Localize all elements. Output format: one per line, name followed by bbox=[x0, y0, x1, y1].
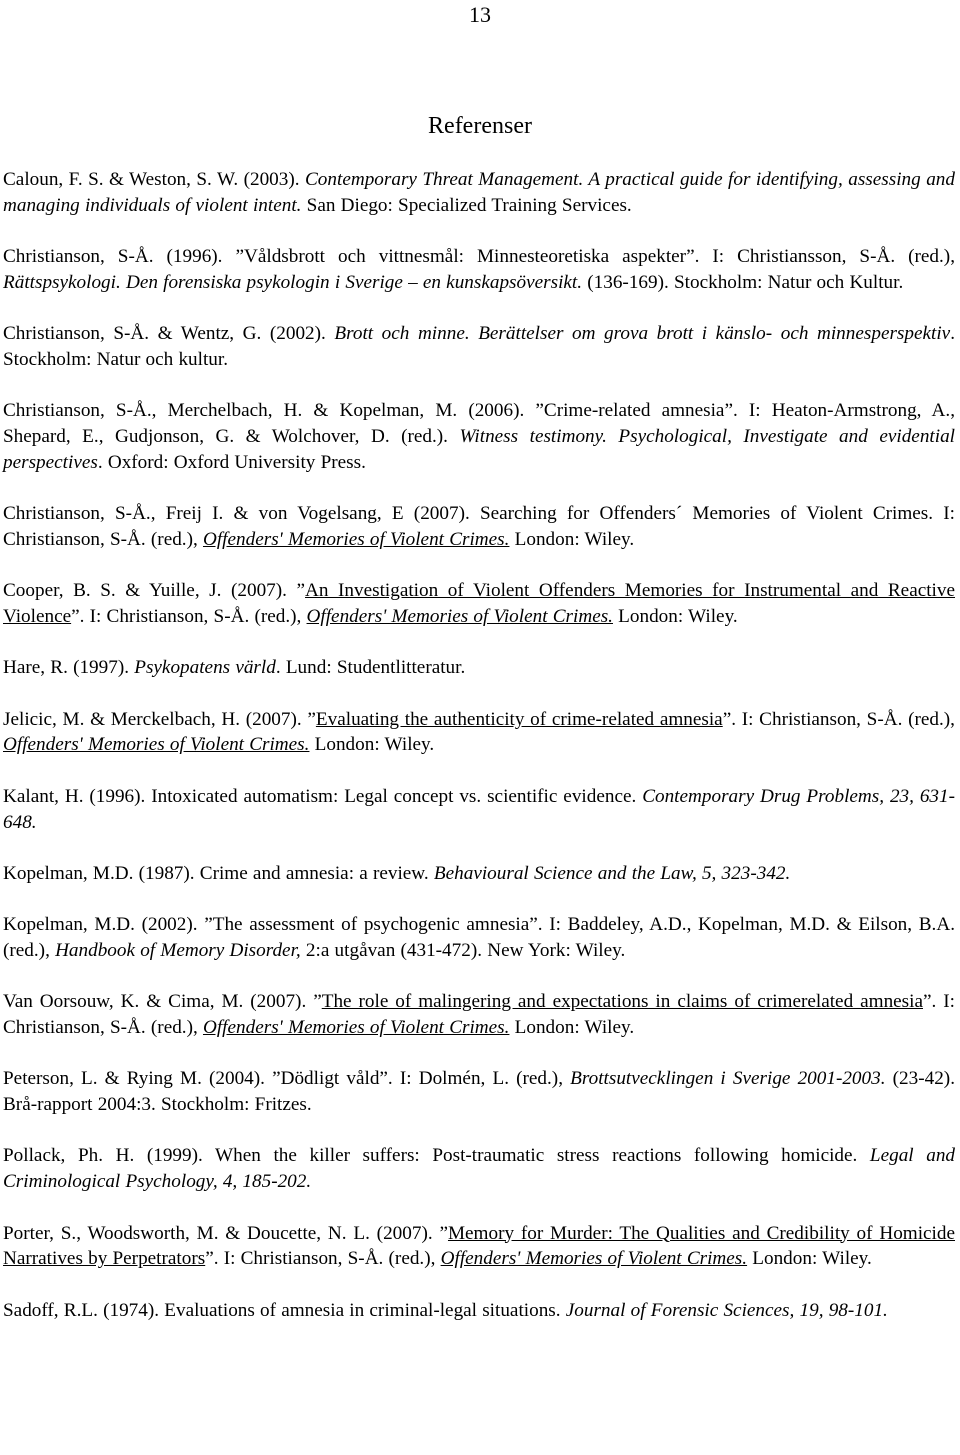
reference-text: Van Oorsouw, K. & Cima, M. (2007). ” bbox=[3, 991, 322, 1013]
reference-text: The role of malingering and expectations in claims of crimerelated amnesia bbox=[321, 991, 923, 1013]
reference-text: ”. I: Christianson, S-Å. (red.), bbox=[205, 1248, 441, 1270]
reference-text: Offenders' Memories of Violent Crimes. bbox=[440, 1248, 748, 1270]
reference-text: (136-169). Stockholm: Natur och Kultur. bbox=[582, 271, 904, 293]
reference-entry bbox=[3, 1066, 955, 1118]
reference-text: Christianson, S-Å. & Wentz, G. (2002). bbox=[3, 323, 335, 345]
reference-entry bbox=[3, 501, 955, 553]
reference-text: Kopelman, M.D. (2002). ”The assessment of psychogenic amnesia”. I: Baddeley, A.D., Kopelman, M.D. & Eilson, B.A. (red.), bbox=[3, 914, 955, 961]
reference-text: London: Wiley. bbox=[309, 734, 435, 756]
reference-entry bbox=[3, 912, 955, 964]
reference-entry bbox=[3, 1143, 955, 1195]
reference-text: Contemporary Drug Problems, 23, 631-648. bbox=[3, 785, 955, 833]
reference-text: Peterson, L. & Rying M. (2004). ”Dödligt våld”. I: Dolmén, L. (red.), bbox=[3, 1068, 571, 1090]
reference-text: Hare, R. (1997). bbox=[3, 657, 135, 679]
reference-text: London: Wiley. bbox=[509, 1017, 635, 1039]
reference-text: Porter, S., Woodsworth, M. & Doucette, N. L. (2007). ” bbox=[3, 1222, 448, 1244]
reference-entry bbox=[3, 1221, 955, 1273]
reference-text: Handbook of Memory Disorder, bbox=[55, 939, 301, 961]
reference-text: Christianson, S-Å., Merchelbach, H. & Kopelman, M. (2006). ”Crime-related amnesia”. I: Heaton-Armstrong, A., Shepard, E., Gudjonson, G. & Wolchover, D. (red.). bbox=[3, 400, 955, 448]
reference-text: An Investigation of Violent Offenders Memories for Instrumental and Reactive Violence bbox=[3, 580, 955, 628]
reference-text: Behavioural Science and the Law, 5, 323-342. bbox=[433, 862, 791, 884]
reference-entry bbox=[3, 167, 955, 219]
reference-text: London: Wiley. bbox=[509, 528, 635, 550]
reference-text: Brott och minne. Berättelser om grova brott i känslo- och minnesperspektiv bbox=[334, 323, 951, 345]
reference-text: Caloun, F. S. & Weston, S. W. (2003). bbox=[3, 169, 305, 190]
reference-text: Offenders' Memories of Violent Crimes. bbox=[306, 606, 613, 628]
section-heading: Referenser bbox=[428, 113, 532, 139]
reference-text: Memory for Murder: The Qualities and Credibility of Homicide Narratives by Perpetrators bbox=[3, 1222, 955, 1270]
reference-text: Cooper, B. S. & Yuille, J. (2007). ” bbox=[3, 580, 306, 602]
reference-text: London: Wiley. bbox=[747, 1248, 872, 1270]
reference-text: Offenders' Memories of Violent Crimes. bbox=[202, 1017, 510, 1039]
reference-text: (23-42). Brå-rapport 2004:3. Stockholm: Fritzes. bbox=[3, 1068, 955, 1116]
reference-text: ”. I: Christianson, S-Å. (red.), bbox=[3, 991, 955, 1039]
page-number: 13 bbox=[469, 2, 491, 27]
reference-text: . Lund: Studentlitteratur. bbox=[275, 657, 466, 679]
reference-text: Offenders' Memories of Violent Crimes. bbox=[202, 528, 510, 550]
reference-text: Journal of Forensic Sciences, 19, 98-101. bbox=[565, 1299, 888, 1321]
reference-text: Legal and Criminological Psychology, 4, 185-202. bbox=[3, 1145, 956, 1193]
reference-text: Psykopatens värld bbox=[134, 657, 276, 679]
reference-text: ”. I: Christianson, S-Å. (red.), bbox=[722, 708, 955, 730]
reference-text: Christianson, S-Å., Freij I. & von Vogelsang, E (2007). Searching for Offenders´ Memories of Violent Crimes. I: Christianson, S-Å. (red.), bbox=[3, 503, 955, 550]
reference-text: . Stockholm: Natur och kultur. bbox=[3, 323, 955, 370]
reference-entry bbox=[3, 707, 955, 759]
reference-text: 2:a utgåvan (431-472). New York: Wiley. bbox=[300, 939, 626, 961]
reference-text: Brottsutvecklingen i Sverige 2001-2003. bbox=[570, 1068, 886, 1090]
reference-entry bbox=[3, 244, 955, 296]
reference-text: Jelicic, M. & Merckelbach, H. (2007). ” bbox=[3, 708, 316, 730]
reference-text: Contemporary Threat Management. A practical guide for identifying, assessing and managing individuals of violent intent. bbox=[3, 169, 955, 216]
reference-entry bbox=[3, 321, 955, 373]
reference-text: ”. I: Christianson, S-Å. (red.), bbox=[71, 606, 307, 628]
reference-list bbox=[3, 167, 955, 1349]
reference-text: San Diego: Specialized Training Services. bbox=[301, 194, 632, 216]
reference-entry bbox=[3, 784, 955, 836]
reference-entry bbox=[3, 1298, 955, 1324]
reference-text: Evaluating the authenticity of crime-related amnesia bbox=[315, 708, 723, 730]
reference-text: Offenders' Memories of Violent Crimes. bbox=[3, 734, 310, 756]
reference-text: . Oxford: Oxford University Press. bbox=[97, 451, 366, 473]
reference-entry bbox=[3, 578, 955, 630]
reference-text: Kopelman, M.D. (1987). Crime and amnesia: a review. bbox=[3, 862, 434, 884]
reference-entry bbox=[3, 398, 955, 475]
reference-text: Sadoff, R.L. (1974). Evaluations of amnesia in criminal-legal situations. bbox=[3, 1299, 566, 1321]
reference-text: Kalant, H. (1996). Intoxicated automatism: Legal concept vs. scientific evidence. bbox=[3, 785, 643, 807]
reference-text: Pollack, Ph. H. (1999). When the killer suffers: Post-traumatic stress reactions following homicide. bbox=[3, 1145, 870, 1167]
reference-text: Witness testimony. Psychological, Investigate and evidential perspectives bbox=[3, 426, 955, 473]
reference-entry bbox=[3, 861, 955, 887]
reference-entry bbox=[3, 989, 955, 1041]
reference-text: Christianson, S-Å. (1996). ”Våldsbrott och vittnesmål: Minnesteoretiska aspekter”. I: Christiansson, S-Å. (red.), bbox=[3, 246, 955, 268]
reference-text: Rättspsykologi. Den forensiska psykologin i Sverige – en kunskapsöversikt. bbox=[3, 271, 583, 293]
reference-entry bbox=[3, 655, 955, 681]
reference-text: London: Wiley. bbox=[612, 606, 738, 628]
